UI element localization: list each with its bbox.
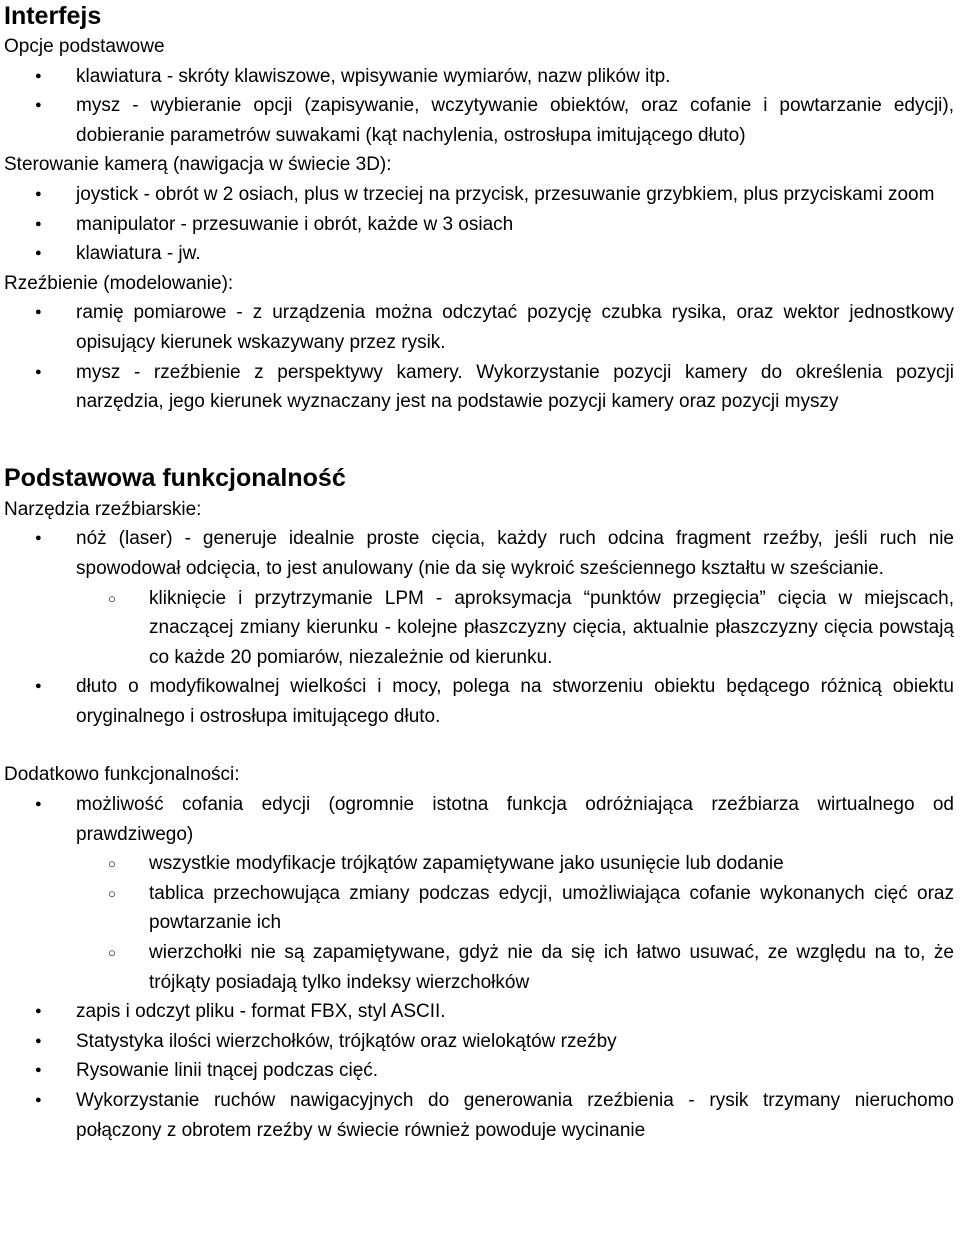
list-item-text: możliwość cofania edycji (ogromnie istotna funkcja odróżniająca rzeźbiarza wirtualnego od prawdziwego) (76, 794, 954, 845)
list-item-text: nóż (laser) - generuje idealnie proste cięcia, każdy ruch odcina fragment rzeźby, jeśli ruch nie spowodował odcięcia, to jest anulowany (nie da się wykroić sześciennego kształtu w sześcianie. (76, 528, 954, 579)
list-item (4, 790, 954, 997)
section-heading-tools: Narzędzia rzeźbiarskie: (4, 498, 202, 520)
list-item: ● joystick - obrót w 2 osiach, plus w trzeciej na przycisk, przesuwanie grzybkiem, plus przyciskami zoom (4, 180, 954, 210)
list-item: ● zapis i odczyt pliku - format FBX, styl ASCII. (4, 997, 954, 1027)
sub-list (76, 849, 954, 997)
list-item (4, 524, 954, 672)
page-title: Interfejs (4, 2, 102, 30)
list-item: ● Rysowanie linii tnącej podczas cięć. (4, 1056, 954, 1086)
list-item: ● Wykorzystanie ruchów nawigacyjnych do generowania rzeźbienia - rysik trzymany nieruchomo połączony z obrotem rzeźby w świecie również powoduje wycinanie (4, 1086, 954, 1145)
list-item: ● manipulator - przesuwanie i obrót, każde w 3 osiach (4, 210, 954, 240)
section-heading-basic-options: Opcje podstawowe (4, 36, 165, 57)
sub-list-item: ○ tablica przechowująca zmiany podczas edycji, umożliwiająca cofanie wykonanych cięć oraz powtarzanie ich (4, 879, 954, 938)
sculpting-list (4, 298, 954, 416)
list-item: ● mysz - wybieranie opcji (zapisywanie, wczytywanie obiektów, oraz cofanie i powtarzanie edycji), dobieranie parametrów suwakami (kąt nachylenia, ostrosłupa imitującego dłuto) (4, 91, 954, 150)
sub-list-item: ○ kliknięcie i przytrzymanie LPM - aproksymacja “punktów przegięcia” cięcia w miejscach, znaczącej zmiany kierunku - kolejne płaszczyzny cięcia, aktualnie płaszczyzny cięcia powstają co każde 20 pomiarów, niezależnie od kierunku. (4, 584, 954, 673)
list-item: ● klawiatura - jw. (4, 239, 954, 269)
list-item: ● mysz - rzeźbienie z perspektywy kamery. Wykorzystanie pozycji kamery do określenia pozycji narzędzia, jego kierunek wyznaczany jest na podstawie pozycji kamery oraz pozycji myszy (4, 358, 954, 417)
section-heading-sculpting: Rzeźbienie (modelowanie): (4, 272, 234, 294)
list-item: ● Statystyka ilości wierzchołków, trójkątów oraz wielokątów rzeźby (4, 1027, 954, 1057)
basic-options-list (4, 62, 954, 151)
tools-list (4, 524, 954, 731)
section-title-functionality: Podstawowa funkcjonalność (4, 463, 346, 492)
list-item: ● ramię pomiarowe - z urządzenia można odczytać pozycję czubka rysika, oraz wektor jednostkowy opisujący kierunek wskazywany przez rysik. (4, 298, 954, 357)
sub-list-item: ○ wszystkie modyfikacje trójkątów zapamiętywane jako usunięcie lub dodanie (4, 849, 954, 879)
list-item: ● dłuto o modyfikowalnej wielkości i mocy, polega na stworzeniu obiektu będącego różnicą obiektu oryginalnego i ostrosłupa imitującego dłuto. (4, 672, 954, 731)
camera-list (4, 180, 954, 269)
section-heading-extra: Dodatkowo funkcjonalności: (4, 764, 240, 786)
sub-list-item: ○ wierzchołki nie są zapamiętywane, gdyż nie da się ich łatwo usuwać, ze względu na to, że trójkąty posiadają tylko indeksy wierzchołków (4, 938, 954, 997)
sub-list (76, 584, 954, 673)
section-heading-camera: Sterowanie kamerą (nawigacja w świecie 3D): (4, 154, 392, 176)
spacer (4, 731, 954, 760)
extra-list (4, 790, 954, 1145)
list-item: ● klawiatura - skróty klawiszowe, wpisywanie wymiarów, nazw plików itp. (4, 62, 954, 92)
